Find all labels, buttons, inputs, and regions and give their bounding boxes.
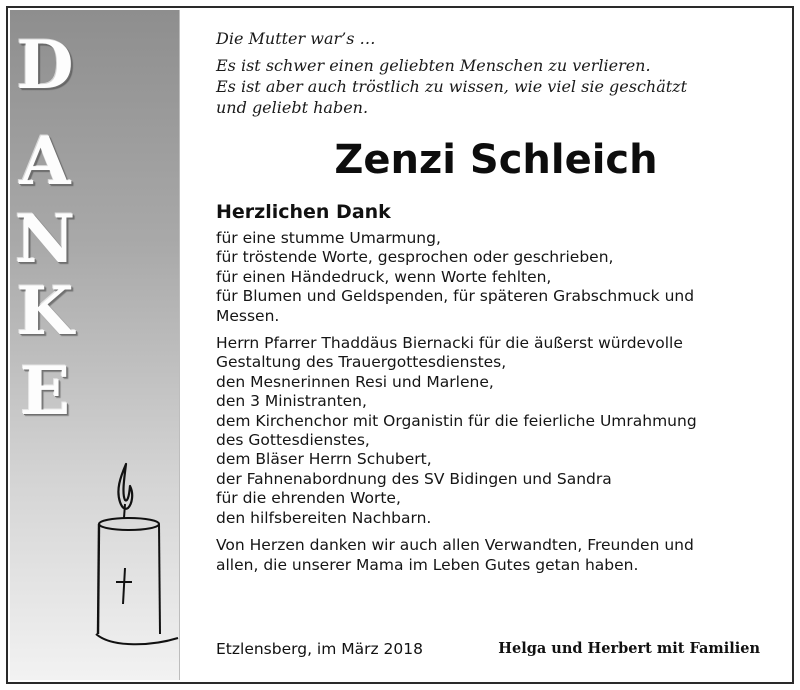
signature: Helga und Herbert mit Familien	[498, 640, 760, 657]
side-letter-n: N	[14, 200, 76, 278]
text-line: Gestaltung des Trauergottesdienstes,	[216, 353, 507, 372]
danke-side-band	[10, 10, 180, 680]
text-line: den Mesnerinnen Resi und Marlene,	[216, 372, 494, 391]
side-letter-k: K	[16, 272, 74, 350]
text-line: für die ehrenden Worte,	[216, 489, 401, 508]
place-and-date: Etzlensberg, im März 2018	[216, 640, 424, 658]
side-letter-d: D	[16, 26, 74, 104]
text-line: Messen.	[216, 306, 280, 325]
candle-with-cross-icon	[92, 458, 192, 658]
quote-line: Es ist aber auch tröstlich zu wissen, wie viel sie geschätzt	[216, 77, 688, 96]
text-line: Von Herzen danken wir auch allen Verwandten, Freunden und	[216, 536, 694, 555]
side-letter-e: E	[19, 352, 71, 430]
text-line: allen, die unserer Mama im Leben Gutes getan haben.	[216, 555, 639, 574]
thanks-heading: Herzlichen Dank	[216, 201, 391, 223]
opening-quote	[216, 28, 776, 118]
text-line: der Fahnenabordnung des SV Bidingen und Sandra	[216, 469, 612, 488]
text-line: für einen Händedruck, wenn Worte fehlten,	[216, 267, 552, 286]
thanks-paragraph-2	[216, 334, 776, 528]
text-line: Herrn Pfarrer Thaddäus Biernacki für die äußerst würdevolle	[216, 334, 683, 353]
quote-line: Es ist schwer einen geliebten Menschen zu verlieren.	[216, 56, 651, 75]
deceased-name: Zenzi Schleich	[334, 137, 658, 183]
text-line: dem Bläser Herrn Schubert,	[216, 450, 432, 469]
quote-line: und geliebt haben.	[216, 98, 369, 117]
thanks-paragraph-1	[216, 229, 776, 326]
text-line: für tröstende Worte, gesprochen oder geschrieben,	[216, 248, 614, 267]
text-line: für eine stumme Umarmung,	[216, 229, 441, 247]
text-line: den 3 Ministranten,	[216, 392, 367, 411]
thanks-paragraph-3	[216, 536, 776, 575]
notice-content	[216, 28, 776, 574]
quote-line: Die Mutter war’s …	[216, 29, 376, 48]
side-letter-a: A	[19, 122, 71, 200]
text-line: dem Kirchenchor mit Organistin für die feierliche Umrahmung	[216, 411, 697, 430]
text-line: des Gottesdienstes,	[216, 431, 370, 450]
text-line: für Blumen und Geldspenden, für späteren Grabschmuck und	[216, 287, 695, 306]
thanks-body	[216, 229, 776, 583]
text-line: den hilfsbereiten Nachbarn.	[216, 508, 432, 527]
